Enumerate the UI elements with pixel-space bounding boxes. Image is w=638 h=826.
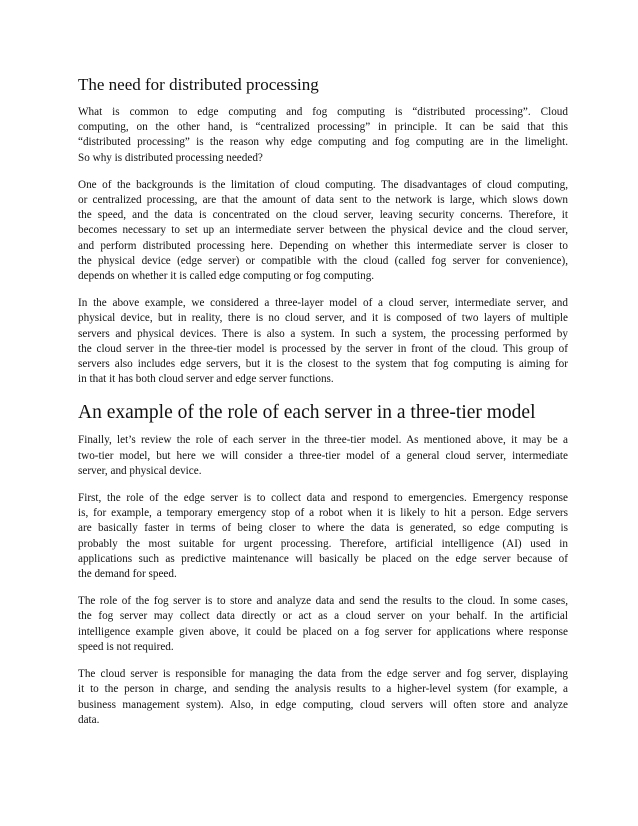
- text-line: servers and physical devices. There is also a system. In such a system, the processing performed by: [78, 327, 568, 340]
- text-line: One of the backgrounds is the limitation of cloud computing. The disadvantages of cloud computing,: [78, 178, 568, 191]
- text-line: is, for example, a temporary emergency stop of a robot when it is likely to hit a person. Edge servers: [78, 507, 568, 520]
- text-line: the demand for speed.: [78, 568, 177, 581]
- paragraph: [78, 594, 568, 655]
- paragraph: [78, 491, 568, 582]
- document-page: [78, 74, 568, 740]
- text-line: depends on whether it is called edge computing or fog computing.: [78, 270, 375, 283]
- text-line: The role of the fog server is to store and analyze data and send the results to the cloud. In some cases,: [78, 595, 568, 608]
- text-line: speed is not required.: [78, 640, 174, 653]
- text-line: data.: [78, 713, 100, 726]
- text-line: business management system). Also, in edge computing, cloud servers will often store and analyze: [78, 698, 568, 711]
- text-line: intelligence example given above, it could be placed on a fog server for applications where response: [78, 625, 568, 638]
- text-line: What is common to edge computing and fog computing is “distributed processing”. Cloud: [78, 106, 568, 118]
- text-line: becomes necessary to set up an intermediate server between the physical device and the cloud server,: [78, 224, 568, 237]
- section-heading-three-tier-model: An example of the role of each server in a three-tier model: [78, 402, 536, 424]
- text-line: the cloud server in the three-tier model is processed by the server in front of the cloud. This group of: [78, 342, 568, 355]
- text-line: two-tier model, but here we will consider a three-tier model of a general cloud server, intermediate: [78, 449, 568, 462]
- paragraph: [78, 178, 568, 284]
- text-line: server, and physical device.: [78, 464, 202, 477]
- text-line: the physical device (edge server) or compatible with the cloud (called fog server for convenience),: [78, 254, 568, 267]
- text-line: the fog server may collect data directly or act as a cloud server on your behalf. In the artificial: [78, 610, 568, 623]
- text-line: So why is distributed processing needed?: [78, 151, 263, 164]
- paragraph: [78, 433, 568, 479]
- text-line: First, the role of the edge server is to collect data and respond to emergencies. Emergency response: [78, 492, 568, 505]
- text-line: Finally, let’s review the role of each server in the three-tier model. As mentioned above, it may be a: [78, 434, 568, 447]
- text-line: or centralized processing, are that the amount of data sent to the network is large, which slows down: [78, 194, 568, 207]
- text-line: physical device, but in reality, there is no cloud server, and it is composed of two layers of multiple: [78, 312, 568, 325]
- section-heading-distributed-processing: The need for distributed processing: [78, 75, 319, 94]
- text-line: it to the person in charge, and sending the analysis results to a higher-level system (for example, a: [78, 683, 568, 696]
- paragraph: [78, 296, 568, 387]
- text-line: computing, on the other hand, is “centralized processing” in principle. It can be said that this: [78, 121, 568, 134]
- text-line: servers also includes edge servers, but it is the closest to the system that fog computing is aiming for: [78, 358, 568, 371]
- text-line: probably the most suitable for urgent processing. Therefore, artificial intelligence (AI) used in: [78, 537, 568, 550]
- text-line: applications such as predictive maintenance will basically be placed on the edge server because of: [78, 552, 568, 565]
- paragraph: [78, 105, 568, 166]
- text-line: in that it has both cloud server and edge server functions.: [78, 373, 334, 386]
- paragraph: [78, 667, 568, 728]
- text-line: are basically faster in terms of being closer to where the data is generated, so edge computing is: [78, 522, 568, 535]
- text-line: The cloud server is responsible for managing the data from the edge server and fog server, displaying: [78, 668, 568, 681]
- text-line: and perform distributed processing here. Depending on whether this intermediate server is closer to: [78, 239, 568, 252]
- text-line: “distributed processing” is the reason why edge computing and fog computing are in the limelight.: [78, 136, 568, 149]
- text-line: the speed, and the data is concentrated on the cloud server, leaving security concerns. Therefore, it: [78, 209, 568, 222]
- text-line: In the above example, we considered a three-layer model of a cloud server, intermediate server, and: [78, 297, 568, 310]
